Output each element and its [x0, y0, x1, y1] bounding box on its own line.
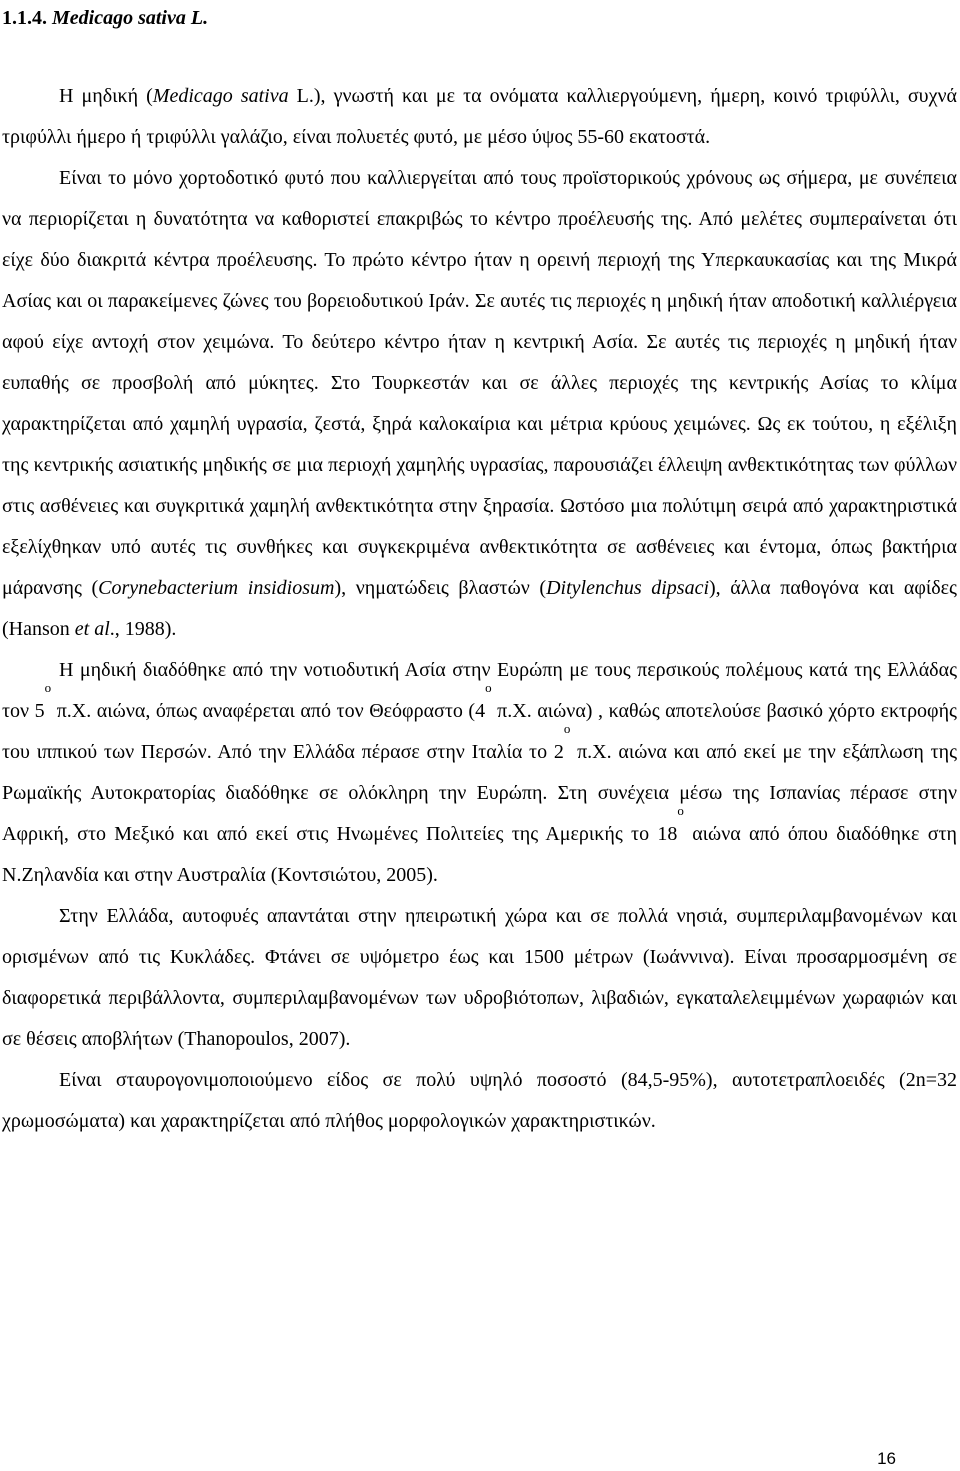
- superscript: ο: [44, 680, 52, 695]
- species-name: Ditylenchus dipsaci: [546, 577, 710, 599]
- paragraph-2: [2, 158, 957, 650]
- text-run: ), νηματώδεις βλαστών (: [334, 577, 547, 599]
- text-run: π.Χ. αιώνα, όπως αναφέρεται από τον Θεόφραστο (4: [51, 700, 486, 722]
- paragraph-3: [2, 650, 957, 896]
- text-run: Είναι σταυρογονιμοποιούμενο είδος σε πολύ υψηλό ποσοστό (84,5-95%), αυτοτετραπλοειδές (2n=32 χρωμοσώματα) και χαρακτηρίζεται από πλήθος μορφολογικών χαρακτηριστικών.: [2, 1069, 957, 1132]
- superscript: ο: [485, 680, 492, 695]
- species-name: Corynebacterium insidiosum: [98, 577, 335, 599]
- superscript: ο: [677, 803, 684, 818]
- species-name: Medicago sativa: [152, 85, 289, 107]
- body-text: [2, 76, 957, 1142]
- paragraph-1: [2, 76, 957, 158]
- superscript: ο: [563, 721, 571, 736]
- text-run: αιώνα από όπου διαδόθηκε στη Ν.Ζηλανδία και στην Αυστραλία (Κοντσιώτου, 2005).: [2, 823, 958, 886]
- text-run: Η μηδική διαδόθηκε από την νοτιοδυτική Ασία στην Ευρώπη με τους περσικούς πολέμους κατά της Ελλάδας τον 5: [2, 659, 957, 722]
- section-heading: [2, 4, 208, 32]
- text-run: ., 1988).: [109, 618, 177, 640]
- section-number: 1.1.4.: [2, 7, 52, 29]
- page-number: 16: [877, 1449, 896, 1468]
- text-run: Είναι το μόνο χορτοδοτικό φυτό που καλλιεργείται από τους προϊστορικούς χρόνους ως σήμερα, με συνέπεια να περιορίζεται η δυνατότητα να καθοριστεί επακριβώς το κέντρο προέλευσής της. Από μελέτες συμπεραίνεται ότι είχε δύο διακριτά κέντρα προέλευσης. Το πρώτο κέντρο ήταν η ορεινή περιοχή της Υπερκαυκασίας και της Μικρά Ασίας και οι παρακείμενες ζώνες του βορειοδυτικού Ιράν. Σε αυτές τις περιοχές η μηδική ήταν αποδοτική καλλιέργεια αφού είχε αντοχή στον χειμώνα. Το δεύτερο κέντρο ήταν η κεντρική Ασία. Σε αυτές τις περιοχές η μηδική ήταν ευπαθής σε προσβολή από μύκητες. Στο Τουρκεστάν και σε άλλες περιοχές της κεντρικής Ασίας το κλίμα χαρακτηρίζεται από χαμηλή υγρασία, ζεστά, ξηρά καλοκαίρια και μέτρια κρύους χειμώνες. Ως εκ τούτου, η εξέλιξη της κεντρικής ασιατικής μηδικής σε μια περιοχή χαμηλής υγρασίας, παρουσιάζει έλλειψη ανθεκτικότητας των φύλλων στις ασθένειες και συγκριτικά χαμηλή ανθεκτικότητα στην ξηρασία. Ωστόσο μια πολύτιμη σειρά από χαρακτηριστικά εξελίχθηκαν υπό αυτές τις συνθήκες και συγκεκριμένα ανθεκτικότητα σε ασθένειες και έντομα, όπως βακτήρια μάρανσης (: [2, 167, 957, 599]
- text-run: π.Χ. αιώνα και από εκεί με την εξάπλωση της Ρωμαϊκής Αυτοκρατορίας διαδόθηκε σε ολόκληρη την Ευρώπη. Στη συνέχεια μέσω της Ισπανίας πέρασε στην Αφρική, στο Μεξικό και από εκεί στις Ηνωμένες Πολιτείες της Αμερικής το 18: [2, 741, 957, 845]
- text-run: Η μηδική (: [59, 85, 153, 107]
- text-run: L.), γνωστή και με τα ονόματα καλλιεργούμενη, ήμερη, κοινό τριφύλλι, συχνά τριφύλλι ήμερο ή τριφύλλι γαλάζιο, είναι πολυετές φυτό, με μέσο ύψος 55-60 εκατοστά.: [2, 85, 957, 148]
- text-run: Στην Ελλάδα, αυτοφυές απαντάται στην ηπειρωτική χώρα και σε πολλά νησιά, συμπεριλαμβανομένων και ορισμένων από τις Κυκλάδες. Φτάνει σε υψόμετρο έως και 1500 μέτρων (Ιωάννινα). Είναι προσαρμοσμένη σε διαφορετικά περιβάλλοντα, συμπεριλαμβανομένων των υδροβιότοπων, λιβαδιών, εγκαταλελειμμένων χωραφιών και σε θέσεις αποβλήτων (Thanopoulos, 2007).: [2, 905, 957, 1050]
- citation-et-al: et al: [74, 618, 110, 640]
- text-run: ), άλλα παθογόνα και αφίδες (Hanson: [2, 577, 957, 640]
- paragraph-5: [2, 1060, 957, 1142]
- paragraph-4: [2, 896, 957, 1060]
- section-title: Medicago sativa L.: [52, 7, 209, 29]
- text-run: π.Χ. αιώνα) , καθώς αποτελούσε βασικό χόρτο εκτροφής του ιππικού των Περσών. Από την Ελλάδα πέρασε στην Ιταλία το 2: [2, 700, 957, 763]
